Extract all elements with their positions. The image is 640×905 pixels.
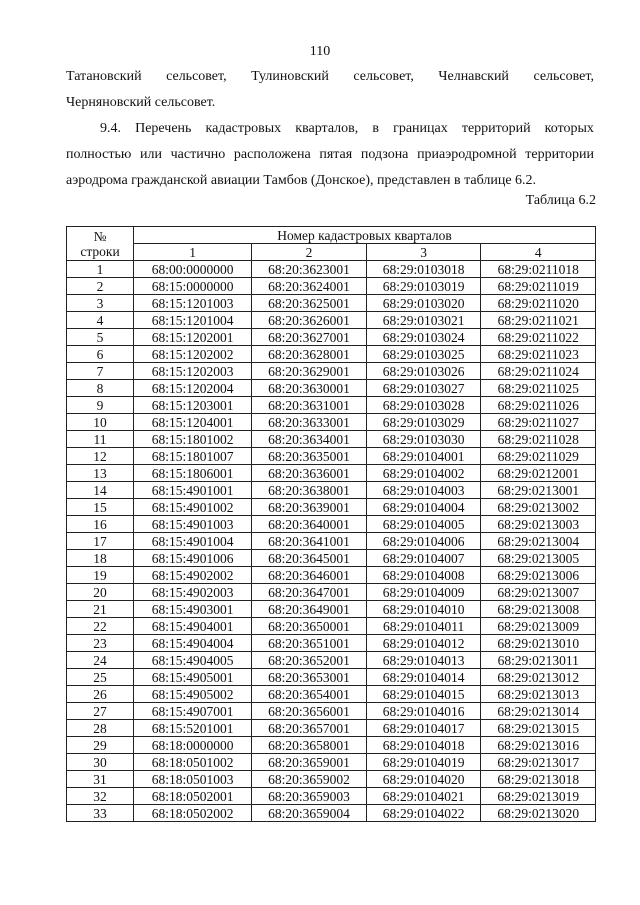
- table-row: [67, 584, 596, 601]
- row-number-cell: 32: [67, 788, 134, 805]
- cadastral-number-cell: 68:20:3627001: [252, 329, 367, 346]
- table-row: [67, 312, 596, 329]
- cadastral-number-cell: 68:15:4904004: [134, 635, 252, 652]
- cadastral-number-cell: 68:20:3653001: [252, 669, 367, 686]
- table-row: [67, 635, 596, 652]
- cadastral-number-cell: 68:29:0213007: [481, 584, 596, 601]
- cadastral-number-cell: 68:20:3628001: [252, 346, 367, 363]
- cadastral-number-cell: 68:29:0211020: [481, 295, 596, 312]
- row-number-cell: 13: [67, 465, 134, 482]
- cadastral-number-cell: 68:15:1801007: [134, 448, 252, 465]
- cadastral-number-cell: 68:29:0103028: [366, 397, 481, 414]
- row-number-cell: 23: [67, 635, 134, 652]
- cadastral-number-cell: 68:20:3631001: [252, 397, 367, 414]
- row-number-header: [67, 227, 134, 261]
- cadastral-number-cell: 68:29:0213004: [481, 533, 596, 550]
- cadastral-number-cell: 68:15:4901001: [134, 482, 252, 499]
- cadastral-number-cell: 68:20:3649001: [252, 601, 367, 618]
- row-number-cell: 14: [67, 482, 134, 499]
- cadastral-number-cell: 68:29:0104015: [366, 686, 481, 703]
- cadastral-number-cell: 68:29:0213001: [481, 482, 596, 499]
- cadastral-number-cell: 68:15:1801002: [134, 431, 252, 448]
- row-number-cell: 25: [67, 669, 134, 686]
- table-row: [67, 380, 596, 397]
- cadastral-number-cell: 68:29:0211021: [481, 312, 596, 329]
- row-number-cell: 29: [67, 737, 134, 754]
- paragraph-line: аэродрома гражданской авиации Тамбов (Донское), представлен в таблице 6.2.: [66, 173, 537, 188]
- table-row: [67, 618, 596, 635]
- cadastral-number-cell: 68:29:0211028: [481, 431, 596, 448]
- cadastral-number-cell: 68:29:0104012: [366, 635, 481, 652]
- cadastral-number-cell: 68:29:0213017: [481, 754, 596, 771]
- word: приаэродромной: [417, 147, 517, 162]
- table-row: [67, 771, 596, 788]
- cadastral-number-cell: 68:20:3635001: [252, 448, 367, 465]
- cadastral-number-cell: 68:29:0104011: [366, 618, 481, 635]
- word: сельсовет,: [533, 69, 594, 84]
- cadastral-number-cell: 68:15:4901003: [134, 516, 252, 533]
- word: Тулиновский: [251, 69, 329, 84]
- table-row: [67, 550, 596, 567]
- cadastral-number-cell: 68:29:0211019: [481, 278, 596, 295]
- paragraph-settlements: [66, 64, 594, 116]
- cadastral-number-cell: 68:29:0213013: [481, 686, 596, 703]
- word: кварталов,: [295, 121, 359, 136]
- table-body: [67, 261, 596, 822]
- paragraph-line: [66, 64, 594, 90]
- cadastral-number-cell: 68:20:3650001: [252, 618, 367, 635]
- word: подзона: [360, 147, 409, 162]
- cadastral-number-cell: 68:29:0104016: [366, 703, 481, 720]
- word: или: [139, 147, 162, 162]
- table-row: [67, 567, 596, 584]
- cadastral-number-cell: 68:20:3651001: [252, 635, 367, 652]
- cadastral-number-cell: 68:20:3646001: [252, 567, 367, 584]
- table-row: [67, 482, 596, 499]
- word: Перечень: [135, 121, 192, 136]
- table-row: [67, 754, 596, 771]
- row-number-cell: 2: [67, 278, 134, 295]
- row-number-cell: 5: [67, 329, 134, 346]
- page-number: 110: [309, 44, 331, 59]
- row-number-cell: 21: [67, 601, 134, 618]
- row-number-cell: 10: [67, 414, 134, 431]
- row-number-cell: 20: [67, 584, 134, 601]
- cadastral-number-cell: 68:29:0103027: [366, 380, 481, 397]
- cadastral-number-cell: 68:20:3634001: [252, 431, 367, 448]
- cadastral-number-cell: 68:29:0104021: [366, 788, 481, 805]
- table-row: [67, 788, 596, 805]
- cadastral-number-cell: 68:29:0213020: [481, 805, 596, 822]
- word: территорий: [461, 121, 531, 136]
- cadastral-number-cell: 68:29:0104013: [366, 652, 481, 669]
- row-number-cell: 3: [67, 295, 134, 312]
- cadastral-number-cell: 68:20:3659004: [252, 805, 367, 822]
- paragraph-line: [66, 116, 594, 142]
- cadastral-number-cell: 68:20:3657001: [252, 720, 367, 737]
- cadastral-number-cell: 68:15:1201003: [134, 295, 252, 312]
- cadastral-number-cell: 68:29:0103029: [366, 414, 481, 431]
- cadastral-number-cell: 68:15:4905002: [134, 686, 252, 703]
- paragraph-section-9-4: [66, 116, 594, 194]
- row-number-header-top: №: [93, 228, 107, 244]
- row-number-cell: 1: [67, 261, 134, 278]
- table-row: [67, 737, 596, 754]
- word: 9.4.: [100, 121, 121, 136]
- table-row: [67, 261, 596, 278]
- cadastral-number-cell: 68:29:0212001: [481, 465, 596, 482]
- table-row: [67, 499, 596, 516]
- row-number-cell: 8: [67, 380, 134, 397]
- column-number-header: 1: [134, 244, 252, 261]
- cadastral-number-cell: 68:29:0103019: [366, 278, 481, 295]
- cadastral-number-cell: 68:20:3638001: [252, 482, 367, 499]
- table-row: [67, 363, 596, 380]
- cadastral-number-cell: 68:29:0213005: [481, 550, 596, 567]
- cadastral-number-cell: 68:20:3636001: [252, 465, 367, 482]
- cadastral-number-cell: 68:20:3633001: [252, 414, 367, 431]
- cadastral-number-cell: 68:29:0103018: [366, 261, 481, 278]
- cadastral-quarters-table: [66, 226, 596, 822]
- table-row: [67, 652, 596, 669]
- cadastral-number-cell: 68:29:0103030: [366, 431, 481, 448]
- row-number-cell: 15: [67, 499, 134, 516]
- word: расположена: [233, 147, 311, 162]
- cadastral-number-cell: 68:29:0103021: [366, 312, 481, 329]
- cadastral-number-cell: 68:29:0211029: [481, 448, 596, 465]
- table-row: [67, 448, 596, 465]
- cadastral-number-cell: 68:20:3645001: [252, 550, 367, 567]
- cadastral-number-cell: 68:29:0104002: [366, 465, 481, 482]
- cadastral-number-cell: 68:15:1202002: [134, 346, 252, 363]
- table-row: [67, 533, 596, 550]
- row-number-cell: 17: [67, 533, 134, 550]
- cadastral-number-cell: 68:20:3629001: [252, 363, 367, 380]
- row-number-cell: 19: [67, 567, 134, 584]
- cadastral-number-cell: 68:20:3647001: [252, 584, 367, 601]
- word: Челнавский: [438, 69, 509, 84]
- cadastral-number-cell: 68:29:0104001: [366, 448, 481, 465]
- cadastral-number-cell: 68:29:0103026: [366, 363, 481, 380]
- cadastral-number-cell: 68:18:0502001: [134, 788, 252, 805]
- cadastral-number-cell: 68:29:0211023: [481, 346, 596, 363]
- row-number-cell: 22: [67, 618, 134, 635]
- cadastral-number-cell: 68:15:4903001: [134, 601, 252, 618]
- word: в: [372, 121, 379, 136]
- row-number-cell: 31: [67, 771, 134, 788]
- cadastral-number-cell: 68:15:5201001: [134, 720, 252, 737]
- cadastral-number-cell: 68:29:0104022: [366, 805, 481, 822]
- cadastral-number-cell: 68:20:3659003: [252, 788, 367, 805]
- word: Татановский: [66, 69, 142, 84]
- cadastral-number-cell: 68:18:0000000: [134, 737, 252, 754]
- row-number-cell: 24: [67, 652, 134, 669]
- table-row: [67, 431, 596, 448]
- cadastral-number-cell: 68:20:3623001: [252, 261, 367, 278]
- cadastral-number-cell: 68:20:3641001: [252, 533, 367, 550]
- cadastral-number-cell: 68:29:0104017: [366, 720, 481, 737]
- row-number-cell: 4: [67, 312, 134, 329]
- paragraph-line: [66, 142, 594, 168]
- cadastral-number-cell: 68:29:0104018: [366, 737, 481, 754]
- cadastral-number-cell: 68:29:0103024: [366, 329, 481, 346]
- cadastral-number-cell: 68:29:0104019: [366, 754, 481, 771]
- word: сельсовет,: [353, 69, 414, 84]
- cadastral-number-cell: 68:15:4902003: [134, 584, 252, 601]
- cadastral-number-cell: 68:15:4904001: [134, 618, 252, 635]
- table-row: [67, 397, 596, 414]
- cadastral-number-cell: 68:00:0000000: [134, 261, 252, 278]
- row-number-cell: 30: [67, 754, 134, 771]
- cadastral-number-cell: 68:29:0104014: [366, 669, 481, 686]
- cadastral-number-cell: 68:29:0213006: [481, 567, 596, 584]
- cadastral-number-cell: 68:15:4907001: [134, 703, 252, 720]
- cadastral-number-cell: 68:20:3626001: [252, 312, 367, 329]
- cadastral-number-cell: 68:29:0213015: [481, 720, 596, 737]
- cadastral-number-cell: 68:15:1203001: [134, 397, 252, 414]
- table-row: [67, 805, 596, 822]
- cadastral-number-cell: 68:29:0213011: [481, 652, 596, 669]
- cadastral-number-cell: 68:29:0104020: [366, 771, 481, 788]
- cadastral-number-cell: 68:15:1202003: [134, 363, 252, 380]
- cadastral-number-cell: 68:29:0213019: [481, 788, 596, 805]
- table-caption: Таблица 6.2: [525, 193, 596, 208]
- cadastral-number-cell: 68:29:0213002: [481, 499, 596, 516]
- cadastral-number-cell: 68:15:1202001: [134, 329, 252, 346]
- table-row: [67, 295, 596, 312]
- cadastral-number-cell: 68:29:0103020: [366, 295, 481, 312]
- word: сельсовет,: [166, 69, 227, 84]
- table-row: [67, 703, 596, 720]
- cadastral-number-cell: 68:20:3639001: [252, 499, 367, 516]
- table-row: [67, 414, 596, 431]
- cadastral-number-cell: 68:29:0211025: [481, 380, 596, 397]
- cadastral-group-header: Номер кадастровых кварталов: [134, 227, 596, 244]
- cadastral-number-cell: 68:15:1201004: [134, 312, 252, 329]
- row-number-cell: 11: [67, 431, 134, 448]
- cadastral-number-cell: 68:20:3624001: [252, 278, 367, 295]
- word: которых: [544, 121, 594, 136]
- row-number-cell: 18: [67, 550, 134, 567]
- cadastral-number-cell: 68:20:3656001: [252, 703, 367, 720]
- cadastral-number-cell: 68:20:3640001: [252, 516, 367, 533]
- row-number-cell: 12: [67, 448, 134, 465]
- cadastral-number-cell: 68:29:0211027: [481, 414, 596, 431]
- table-row: [67, 465, 596, 482]
- row-number-header-bottom: строки: [80, 243, 120, 259]
- cadastral-number-cell: 68:15:4904005: [134, 652, 252, 669]
- cadastral-number-cell: 68:29:0104006: [366, 533, 481, 550]
- cadastral-number-cell: 68:20:3658001: [252, 737, 367, 754]
- word: территории: [525, 147, 594, 162]
- cadastral-number-cell: 68:29:0213009: [481, 618, 596, 635]
- row-number-cell: 28: [67, 720, 134, 737]
- cadastral-number-cell: 68:20:3625001: [252, 295, 367, 312]
- cadastral-number-cell: 68:20:3659001: [252, 754, 367, 771]
- cadastral-number-cell: 68:29:0213014: [481, 703, 596, 720]
- cadastral-number-cell: 68:29:0104009: [366, 584, 481, 601]
- cadastral-number-cell: 68:18:0501003: [134, 771, 252, 788]
- table-row: [67, 669, 596, 686]
- cadastral-number-cell: 68:15:1806001: [134, 465, 252, 482]
- word: пятая: [319, 147, 353, 162]
- table-row: [67, 346, 596, 363]
- column-number-header: 3: [366, 244, 481, 261]
- word: частично: [170, 147, 226, 162]
- cadastral-number-cell: 68:20:3630001: [252, 380, 367, 397]
- cadastral-number-cell: 68:15:4901006: [134, 550, 252, 567]
- table-row: [67, 601, 596, 618]
- column-number-header: 4: [481, 244, 596, 261]
- cadastral-number-cell: 68:20:3654001: [252, 686, 367, 703]
- table-subheader-row: [67, 244, 596, 261]
- word: границах: [393, 121, 448, 136]
- cadastral-number-cell: 68:29:0213010: [481, 635, 596, 652]
- cadastral-number-cell: 68:20:3652001: [252, 652, 367, 669]
- row-number-cell: 6: [67, 346, 134, 363]
- row-number-cell: 33: [67, 805, 134, 822]
- cadastral-number-cell: 68:29:0213008: [481, 601, 596, 618]
- table-row: [67, 278, 596, 295]
- cadastral-number-cell: 68:29:0213018: [481, 771, 596, 788]
- cadastral-number-cell: 68:29:0103025: [366, 346, 481, 363]
- table-row: [67, 720, 596, 737]
- table-header-row: [67, 227, 596, 244]
- row-number-cell: 16: [67, 516, 134, 533]
- table-row: [67, 516, 596, 533]
- cadastral-number-cell: 68:18:0502002: [134, 805, 252, 822]
- cadastral-number-cell: 68:29:0104010: [366, 601, 481, 618]
- table-row: [67, 686, 596, 703]
- cadastral-number-cell: 68:29:0104004: [366, 499, 481, 516]
- cadastral-number-cell: 68:15:4901004: [134, 533, 252, 550]
- cadastral-number-cell: 68:15:4902002: [134, 567, 252, 584]
- column-number-header: 2: [252, 244, 367, 261]
- cadastral-number-cell: 68:29:0104008: [366, 567, 481, 584]
- cadastral-number-cell: 68:29:0211024: [481, 363, 596, 380]
- cadastral-number-cell: 68:29:0213012: [481, 669, 596, 686]
- word: кадастровых: [205, 121, 282, 136]
- cadastral-number-cell: 68:15:4901002: [134, 499, 252, 516]
- row-number-cell: 7: [67, 363, 134, 380]
- row-number-cell: 26: [67, 686, 134, 703]
- word: полностью: [66, 147, 132, 162]
- cadastral-number-cell: 68:15:4905001: [134, 669, 252, 686]
- cadastral-number-cell: 68:29:0104005: [366, 516, 481, 533]
- cadastral-number-cell: 68:20:3659002: [252, 771, 367, 788]
- row-number-cell: 9: [67, 397, 134, 414]
- cadastral-number-cell: 68:29:0213003: [481, 516, 596, 533]
- cadastral-number-cell: 68:15:1202004: [134, 380, 252, 397]
- cadastral-number-cell: 68:15:0000000: [134, 278, 252, 295]
- table-row: [67, 329, 596, 346]
- row-number-cell: 27: [67, 703, 134, 720]
- cadastral-number-cell: 68:29:0211022: [481, 329, 596, 346]
- cadastral-number-cell: 68:29:0104003: [366, 482, 481, 499]
- cadastral-number-cell: 68:29:0213016: [481, 737, 596, 754]
- cadastral-number-cell: 68:29:0104007: [366, 550, 481, 567]
- paragraph-line: Черняновский сельсовет.: [66, 95, 216, 110]
- cadastral-number-cell: 68:29:0211026: [481, 397, 596, 414]
- cadastral-number-cell: 68:29:0211018: [481, 261, 596, 278]
- cadastral-number-cell: 68:18:0501002: [134, 754, 252, 771]
- cadastral-number-cell: 68:15:1204001: [134, 414, 252, 431]
